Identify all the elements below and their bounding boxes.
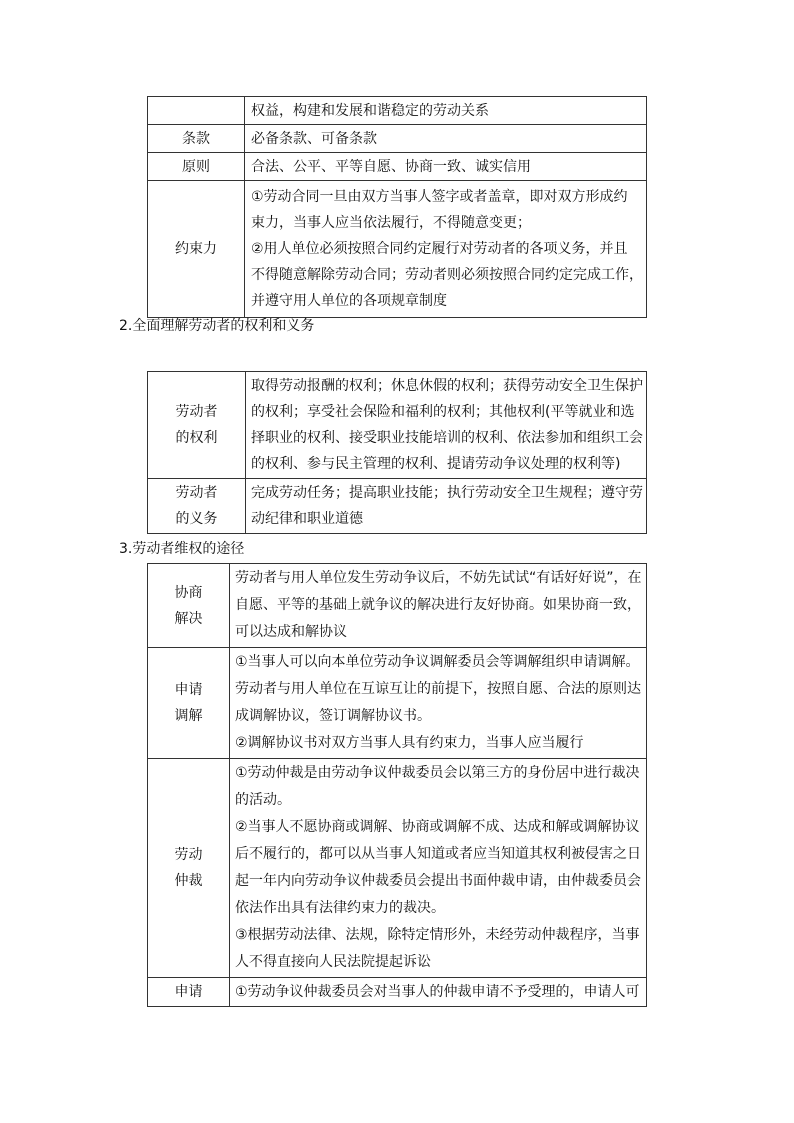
table-row — [148, 181, 647, 318]
row-label: 劳动 仲裁 — [148, 759, 230, 978]
table-row — [148, 153, 647, 181]
content-line: 合法、公平、平等自愿、协商一致、诚实信用 — [251, 158, 531, 175]
content-line: 依法作出具有法律约束力的裁决。 — [235, 900, 445, 916]
content-line: 劳动者与用人单位发生劳动争议后，不妨先试试“有话好好说”，在 — [235, 570, 642, 586]
content-line: 必备条款、可备条款 — [251, 130, 377, 147]
row-label: 约束力 — [148, 181, 245, 318]
section-heading-rights-duties: 2.全面理解劳动者的权利和义务 — [119, 318, 315, 334]
table-row — [148, 648, 647, 759]
row-label: 原则 — [148, 153, 245, 181]
content-line: 完成劳动任务；提高职业技能；执行劳动安全卫生规程；遵守劳 — [251, 485, 643, 501]
content-line: 可以达成和解协议 — [235, 624, 347, 640]
worker-rights-duties-table — [147, 371, 647, 534]
row-label: 劳动者 的义务 — [148, 479, 246, 534]
content-line: 权益，构建和发展和谐稳定的劳动关系 — [251, 102, 489, 119]
row-label: 申请 调解 — [148, 648, 230, 759]
content-line: 并遵守用人单位的各项规章制度 — [251, 293, 447, 309]
content-line: 人不得直接向人民法院提起诉讼 — [235, 954, 431, 970]
content-line: 择职业的权利、接受职业技能培训的权利、依法参加和组织工会 — [251, 430, 643, 446]
row-label: 条款 — [148, 125, 245, 153]
row-content — [230, 564, 647, 648]
row-content — [245, 181, 647, 318]
content-line: ②用人单位必须按照合同约定履行对劳动者的各项义务，并且 — [251, 241, 628, 257]
content-line: 起一年内向劳动争议仲裁委员会提出书面仲裁申请，由仲裁委员会 — [235, 873, 641, 889]
content-line: ①劳动合同一旦由双方当事人签字或者盖章，即对双方形成约 — [251, 189, 628, 205]
row-content — [245, 153, 647, 181]
content-line: 取得劳动报酬的权利；休息休假的权利；获得劳动安全卫生保护 — [251, 378, 643, 394]
row-content — [230, 978, 647, 1007]
content-line: ①劳动争议仲裁委员会对当事人的仲裁申请不予受理的，申请人可 — [235, 984, 640, 1000]
content-line: ①劳动仲裁是由劳动争议仲裁委员会以第三方的身份居中进行裁决 — [235, 765, 640, 781]
content-line: 成调解协议，签订调解协议书。 — [235, 708, 431, 724]
row-content — [246, 479, 647, 534]
content-line: ①当事人可以向本单位劳动争议调解委员会等调解组织申请调解。 — [235, 654, 640, 670]
row-label: 申请 — [148, 978, 230, 1007]
content-line: 的权利、参与民主管理的权利、提请劳动争议处理的权利等) — [251, 456, 621, 472]
content-line: 束力，当事人应当依法履行，不得随意变更； — [251, 215, 531, 231]
row-label: 劳动者 的权利 — [148, 372, 246, 479]
table-row — [148, 759, 647, 978]
table-row — [148, 978, 647, 1007]
content-line: ②调解协议书对双方当事人具有约束力，当事人应当履行 — [235, 735, 584, 751]
content-line: 自愿、平等的基础上就争议的解决进行友好协商。如果协商一致， — [235, 597, 641, 613]
row-content — [246, 372, 647, 479]
row-label: 协商 解决 — [148, 564, 230, 648]
table-row — [148, 479, 647, 534]
table-row — [148, 125, 647, 153]
content-line: ②当事人不愿协商或调解、协商或调解不成、达成和解或调解协议 — [235, 819, 640, 835]
content-line: 的活动。 — [235, 792, 291, 808]
content-line: 不得随意解除劳动合同；劳动者则必须按照合同约定完成工作， — [251, 267, 643, 283]
row-content — [245, 97, 647, 125]
content-line: 劳动者与用人单位在互谅互让的前提下，按照自愿、合法的原则达 — [235, 681, 641, 697]
table-row — [148, 564, 647, 648]
content-line: ③根据劳动法律、法规，除特定情形外，未经劳动仲裁程序，当事 — [235, 927, 640, 943]
table-row — [148, 97, 647, 125]
row-content — [230, 759, 647, 978]
labor-contract-table — [147, 96, 647, 318]
row-content — [245, 125, 647, 153]
content-line: 后不履行的，都可以从当事人知道或者应当知道其权利被侵害之日 — [235, 846, 641, 862]
row-content — [230, 648, 647, 759]
content-line: 动纪律和职业道德 — [251, 511, 363, 527]
row-label — [148, 97, 245, 125]
table-row — [148, 372, 647, 479]
rights-protection-table — [147, 563, 647, 1007]
section-heading-rights-protection: 3.劳动者维权的途径 — [119, 541, 245, 557]
content-line: 的权利；享受社会保险和福利的权利；其他权利(平等就业和选 — [251, 404, 635, 420]
